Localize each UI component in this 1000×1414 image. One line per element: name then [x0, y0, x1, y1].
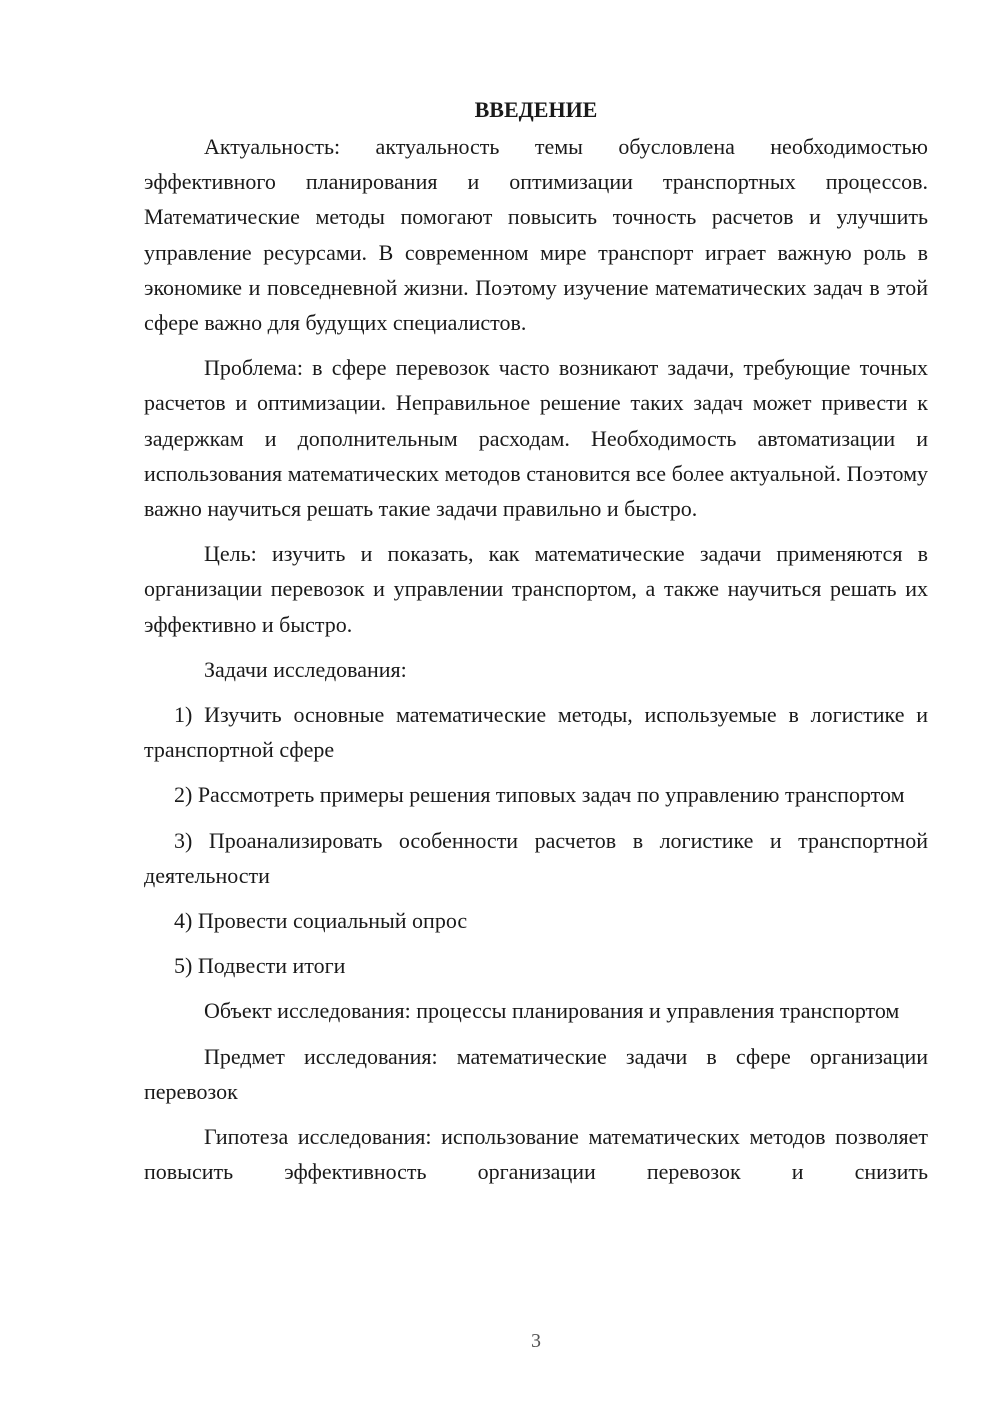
- paragraph-problem: Проблема: в сфере перевозок часто возникают задачи, требующие точных расчетов и оптимизации. Неправильное решение таких задач может привести к задержкам и дополнительным расходам. Необходимость автоматизации и использования математических методов становится все более актуальной. Поэтому важно научиться решать такие задачи правильно и быстро.: [144, 355, 928, 522]
- paragraph-relevance: Актуальность: актуальность темы обусловлена необходимостью эффективного планирования и оптимизации транспортных процессов. Математические методы помогают повысить точность расчетов и улучшить управление ресурсами. В современном мире транспорт играет важную роль в экономике и повседневной жизни. Поэтому изучение математических задач в этой сфере важно для будущих специалистов.: [144, 134, 928, 336]
- task-item-5: 5) Подвести итоги: [174, 953, 346, 979]
- page-title: ВВЕДЕНИЕ: [474, 97, 598, 122]
- document-page: [144, 92, 928, 1199]
- task-item-2: 2) Рассмотреть примеры решения типовых задач по управлению транспортом: [174, 782, 905, 808]
- paragraph-hypothesis: Гипотеза исследования: использование математических методов позволяет повысить эффективность организации перевозок и снизить: [144, 1124, 928, 1185]
- paragraph-subject: Предмет исследования: математические задачи в сфере организации перевозок: [144, 1043, 928, 1104]
- task-item-1: 1) Изучить основные математические методы, используемые в логистике и транспортной сфере: [144, 702, 928, 763]
- paragraph-goal: Цель: изучить и показать, как математические задачи применяются в организации перевозок и управлении транспортом, а также научиться решать их эффективно и быстро.: [144, 541, 928, 637]
- tasks-heading: Задачи исследования:: [204, 656, 407, 682]
- page-number: 3: [531, 1330, 541, 1352]
- paragraph-object: Объект исследования: процессы планирования и управления транспортом: [204, 998, 900, 1024]
- task-item-3: 3) Проанализировать особенности расчетов в логистике и транспортной деятельности: [144, 827, 928, 888]
- task-item-4: 4) Провести социальный опрос: [174, 908, 468, 934]
